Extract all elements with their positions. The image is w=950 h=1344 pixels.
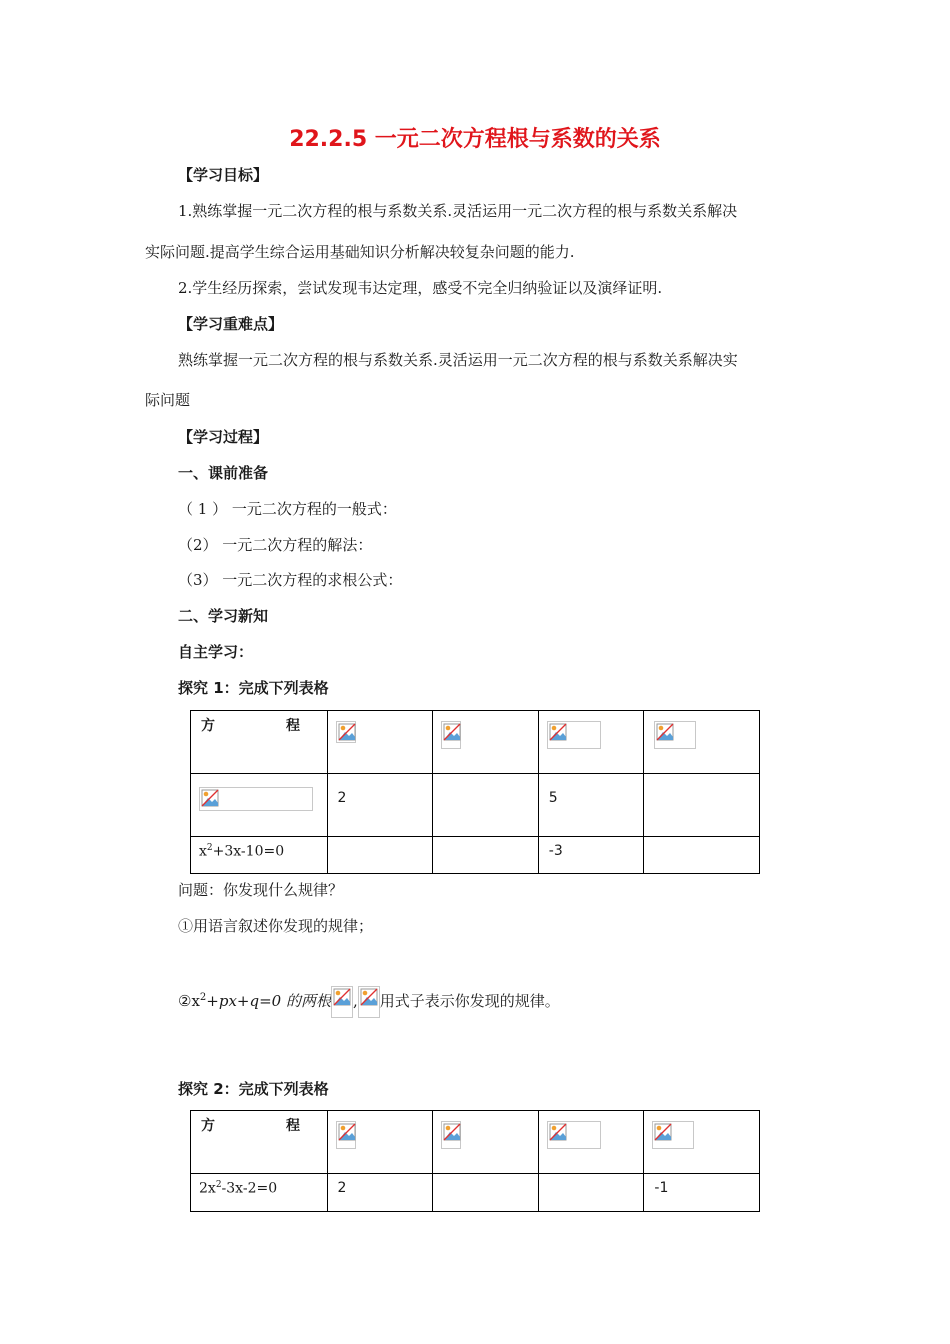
table2-row2-sum <box>538 1174 644 1212</box>
table1-header-sum <box>538 711 644 774</box>
table1-row3-sum <box>538 837 644 874</box>
table1-row3-x1 <box>327 837 433 874</box>
broken-image-icon <box>441 721 461 749</box>
table2-row2-product <box>644 1174 760 1212</box>
table1-header-x2 <box>433 711 539 774</box>
explore-1-table <box>190 710 760 874</box>
broken-image-icon <box>336 1121 356 1149</box>
self-study-label: 自主学习： <box>178 643 254 661</box>
process-heading: 【学习过程】 <box>178 428 269 446</box>
table1-header-right: 程 <box>286 718 300 734</box>
table2-header-right: 程 <box>286 1118 300 1134</box>
broken-image-icon <box>358 986 380 1018</box>
table1-row3-equation <box>191 837 328 874</box>
key-points-heading: 【学习重难点】 <box>178 315 284 333</box>
table1-row2-sum-value: 5 <box>548 790 558 806</box>
broken-image-icon <box>441 1121 461 1149</box>
key-points-line1: 熟练掌握一元二次方程的根与系数关系.灵活运用一元二次方程的根与系数关系解决实 <box>178 351 738 369</box>
table1-row2-x1 <box>327 774 433 837</box>
table1-row3-sum-value: -3 <box>548 843 563 859</box>
table1-header-left: 方 <box>201 718 215 734</box>
objectives-heading: 【学习目标】 <box>178 166 269 184</box>
table2-header-left: 方 <box>201 1118 215 1134</box>
table1-row2-equation <box>191 774 328 837</box>
table1-row2-product <box>644 774 760 837</box>
explore-2-table <box>190 1110 760 1212</box>
table2-header-x1 <box>327 1111 433 1174</box>
prep-item-2: （2） 一元二次方程的解法： <box>178 536 373 554</box>
table2-header-product <box>644 1111 760 1174</box>
table2-header-equation <box>191 1111 328 1174</box>
broken-image-icon <box>547 1121 601 1149</box>
key-points-line2: 际问题 <box>145 391 191 409</box>
table2-header-sum <box>538 1111 644 1174</box>
table2-row2-equation <box>191 1174 328 1212</box>
new-knowledge-heading: 二、学习新知 <box>178 607 269 625</box>
broken-image-icon <box>652 1121 694 1149</box>
broken-image-icon <box>547 721 601 749</box>
page-title: 22.2.5 一元二次方程根与系数的关系 <box>289 127 661 152</box>
table1-header-product <box>644 711 760 774</box>
question-2: $②x^2+px+q=0$ 的两根 , 用式子表示你发现的规律。 <box>178 986 560 1018</box>
table2-row2-product-value: -1 <box>654 1180 669 1196</box>
table1-row2-sum <box>538 774 644 837</box>
broken-image-icon <box>654 721 696 749</box>
broken-image-icon <box>199 787 313 811</box>
table2-row2-x1-value: 2 <box>337 1180 347 1196</box>
broken-image-icon <box>331 986 353 1018</box>
table1-row2-x1-value: 2 <box>337 790 347 806</box>
objective-2: 2.学生经历探索，尝试发现韦达定理，感受不完全归纳验证以及演绎证明. <box>178 279 663 297</box>
explore-2-heading: 探究 2：完成下列表格 <box>178 1080 329 1098</box>
table1-header-equation <box>191 711 328 774</box>
table1-header-x1 <box>327 711 433 774</box>
explore-1-heading: 探究 1：完成下列表格 <box>178 679 329 697</box>
question-1: ①用语言叙述你发现的规律； <box>178 917 374 935</box>
table2-row2-x2 <box>433 1174 539 1212</box>
table1-row3-product <box>644 837 760 874</box>
table2-row2-equation-text: $2x^2-3x-2=0$ <box>199 1180 278 1197</box>
table1-row2-x2 <box>433 774 539 837</box>
table1-row3-equation-text: $x^2+3x-10=0$ <box>199 843 285 860</box>
table2-header-x2 <box>433 1111 539 1174</box>
prep-item-3: （3） 一元二次方程的求根公式： <box>178 571 403 589</box>
objective-1-line2: 实际问题.提高学生综合运用基础知识分析解决较复杂问题的能力. <box>145 243 575 261</box>
objective-1-line1: 1.熟练掌握一元二次方程的根与系数关系.灵活运用一元二次方程的根与系数关系解决 <box>178 202 738 220</box>
table1-row3-x2 <box>433 837 539 874</box>
broken-image-icon <box>336 721 356 743</box>
table2-row2-x1 <box>327 1174 433 1212</box>
prep-heading: 一、课前准备 <box>178 464 269 482</box>
prep-item-1: （ 1 ） 一元二次方程的一般式： <box>178 500 397 518</box>
question-label: 问题：你发现什么规律？ <box>178 881 344 899</box>
